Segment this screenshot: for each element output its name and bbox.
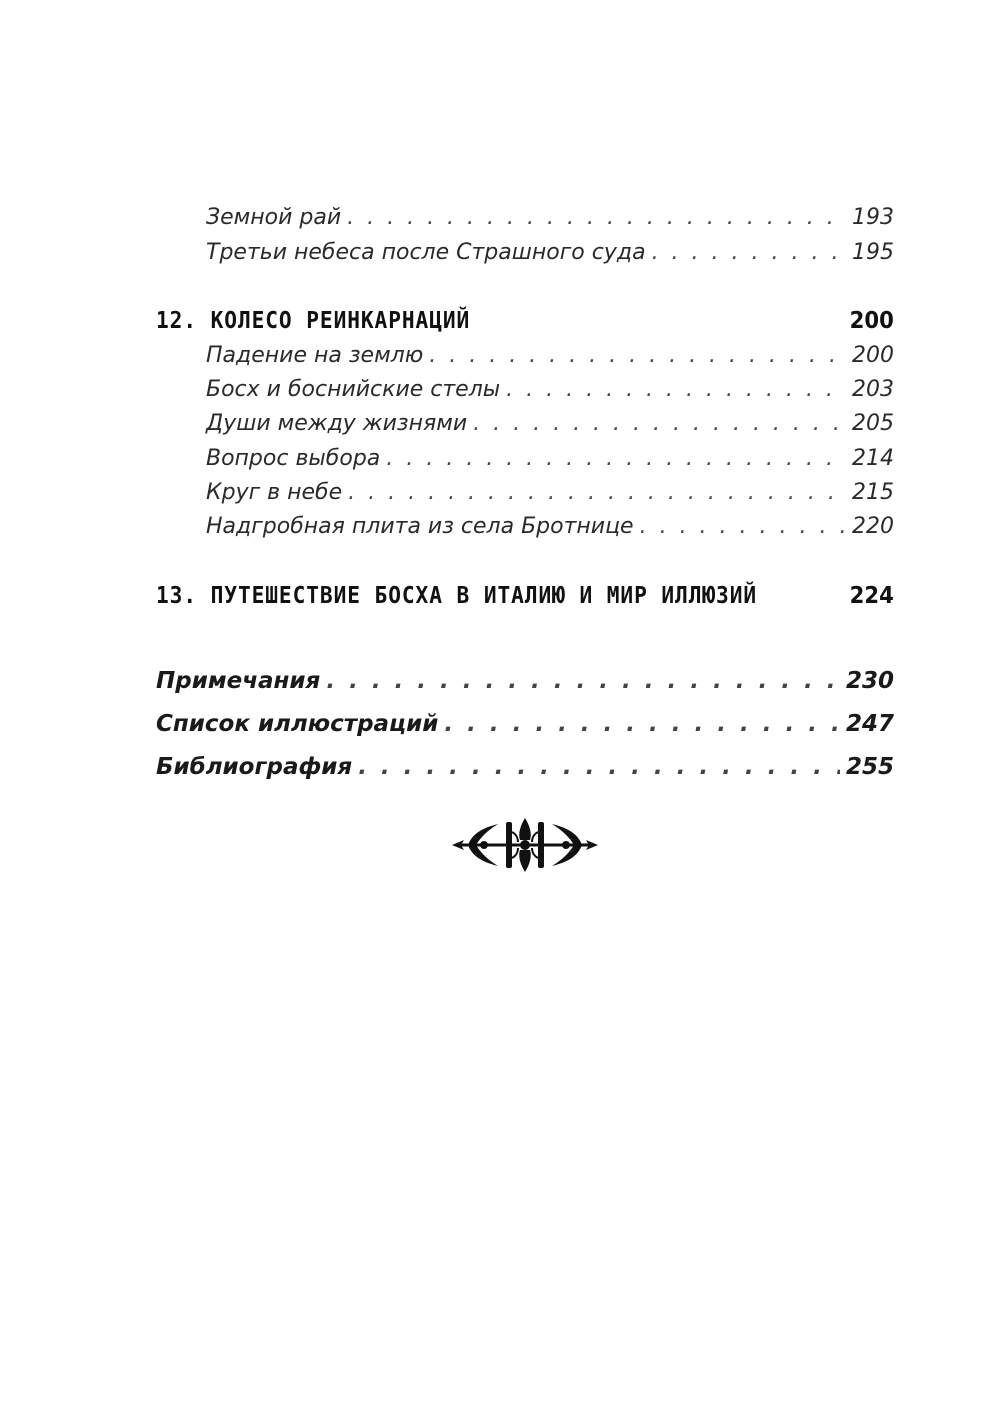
- back-matter-page: 255: [845, 754, 894, 780]
- toc-entry: [206, 377, 894, 402]
- dot-leader: [348, 480, 846, 505]
- toc-entry: [206, 446, 894, 471]
- dot-leader: [473, 411, 846, 436]
- chapter-heading: [156, 583, 894, 609]
- toc-entry-page: 205: [852, 411, 894, 436]
- toc-entry-page: 214: [852, 446, 894, 471]
- back-matter-entry: [156, 711, 894, 737]
- toc-entry-page: 203: [852, 377, 894, 402]
- toc-entry-title: Круг в небе: [206, 480, 343, 505]
- toc-entry-title: Падение на землю: [206, 343, 424, 368]
- toc-entry: [206, 411, 894, 436]
- toc-entry-page: 215: [852, 480, 894, 505]
- chapter-page: 200: [849, 308, 894, 334]
- dot-leader: [652, 240, 846, 265]
- back-matter-entry: [156, 754, 894, 780]
- dot-leader: [429, 343, 846, 368]
- back-matter-entry: [156, 668, 894, 694]
- toc-entry-title: Земной рай: [206, 205, 342, 230]
- back-matter-page: 247: [845, 711, 894, 737]
- toc-entry-title: Босх и боснийские стелы: [206, 377, 501, 402]
- floral-ornament-icon: [450, 812, 600, 878]
- dot-leader: [386, 446, 846, 471]
- toc-entry-title: Третьи небеса после Страшного суда: [206, 240, 646, 265]
- table-of-contents: [156, 0, 894, 1425]
- toc-entry-page: 195: [852, 240, 894, 265]
- back-matter-page: 230: [845, 668, 894, 694]
- toc-entry-title: Вопрос выбора: [206, 446, 381, 471]
- toc-entry-page: 200: [852, 343, 894, 368]
- toc-entry: [206, 514, 894, 539]
- toc-entry-page: 193: [852, 205, 894, 230]
- dot-leader: [506, 377, 846, 402]
- dot-leader: [444, 711, 840, 737]
- chapter-heading: [156, 308, 894, 334]
- dot-leader: [347, 205, 846, 230]
- back-matter-title: Список иллюстраций: [156, 711, 439, 737]
- toc-entry-title: Надгробная плита из села Бротнице: [206, 514, 634, 539]
- toc-entry: [206, 240, 894, 265]
- dot-leader: [640, 514, 846, 539]
- toc-entry: [206, 343, 894, 368]
- dot-leader: [326, 668, 840, 694]
- chapter-title: 12. КОЛЕСО РЕИНКАРНАЦИЙ: [156, 308, 471, 334]
- toc-entry: [206, 205, 894, 230]
- toc-entry: [206, 480, 894, 505]
- back-matter-title: Библиография: [156, 754, 353, 780]
- toc-entry-title: Души между жизнями: [206, 411, 468, 436]
- chapter-title: 13. ПУТЕШЕСТВИЕ БОСХА В ИТАЛИЮ И МИР ИЛЛЮЗИЙ: [156, 583, 758, 609]
- toc-entry-page: 220: [852, 514, 894, 539]
- back-matter-title: Примечания: [156, 668, 321, 694]
- chapter-page: 224: [849, 583, 894, 609]
- dot-leader: [358, 754, 840, 780]
